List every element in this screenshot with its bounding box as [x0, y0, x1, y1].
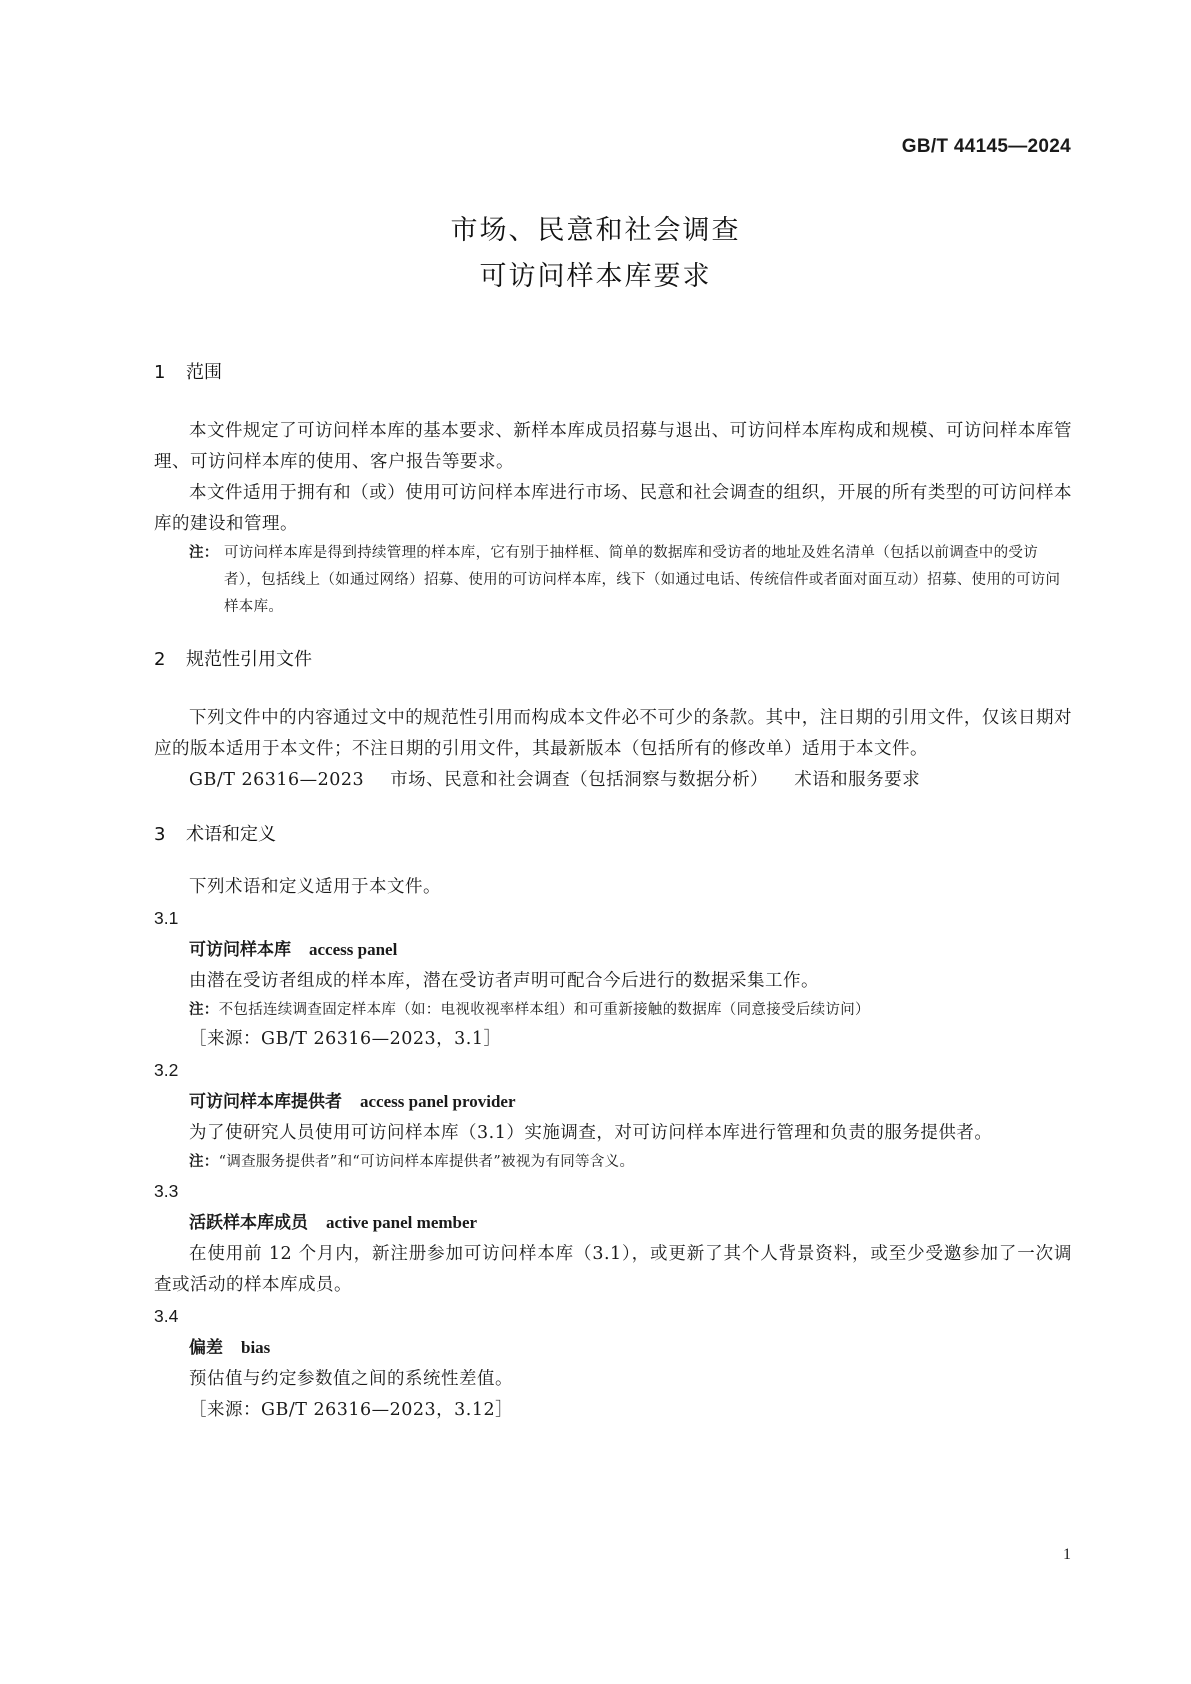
standard-code: GB/T 44145—2024	[901, 136, 1071, 157]
term-chinese: 活跃样本库成员	[189, 1213, 308, 1233]
reference-title-part: 术语和服务要求	[794, 770, 921, 790]
reference-title: 市场、民意和社会调查（包括洞察与数据分析）	[390, 770, 769, 790]
paragraph: 下列文件中的内容通过文中的规范性引用而构成本文件必不可少的条款。其中，注日期的引用文件，仅该日期对应的版本适用于本文件；不注日期的引用文件，其最新版本（包括所有的修改单）适用于本文件。	[154, 708, 1072, 759]
term-definition: 预估值与约定参数值之间的系统性差值。	[189, 1369, 513, 1389]
section-number: 1	[154, 362, 166, 383]
note-text: 不包括连续调查固定样本库（如：电视收视率样本组）和可重新接触的数据库（同意接受后续访问）	[218, 1002, 870, 1018]
term-english: access panel	[309, 940, 398, 959]
document-body	[154, 358, 1072, 1426]
clause-number: 3.4	[154, 1306, 179, 1326]
reference-entry	[154, 765, 1072, 796]
term-english: access panel provider	[360, 1092, 516, 1111]
note	[154, 997, 1072, 1024]
note	[154, 540, 1072, 621]
term-entry	[154, 934, 1072, 966]
note-label: 注：	[189, 1002, 219, 1018]
section-title: 术语和定义	[186, 824, 276, 845]
term-source: ［来源：GB/T 26316—2023，3.12］	[189, 1400, 514, 1420]
note-text: “调查服务提供者”和“可访问样本库提供者”被视为有同等含义。	[218, 1154, 635, 1170]
note-label: 注：	[189, 1154, 219, 1170]
note-text: 可访问样本库是得到持续管理的样本库，它有别于抽样框、简单的数据库和受访者的地址及姓名清单（包括以前调查中的受访者），包括线上（如通过网络）招募、使用的可访问样本库，线下（如通过电话、传统信件或者面对面互动）招募、使用的可访问样本库。	[224, 545, 1061, 615]
reference-code: GB/T 26316—2023	[189, 770, 365, 790]
term-chinese: 可访问样本库	[189, 940, 291, 960]
clause-number: 3.3	[154, 1181, 179, 1201]
term-chinese: 偏差	[189, 1338, 223, 1358]
term-definition: 由潜在受访者组成的样本库，潜在受访者声明可配合今后进行的数据采集工作。	[189, 971, 819, 991]
section-heading-scope	[154, 358, 1072, 384]
term-definition: 在使用前 12 个月内，新注册参加可访问样本库（3.1），或更新了其个人背景资料，或至少受邀参加了一次调查或活动的样本库成员。	[154, 1244, 1072, 1295]
note	[154, 1149, 1072, 1176]
clause-number: 3.1	[154, 908, 179, 928]
term-entry	[154, 1086, 1072, 1118]
term-english: bias	[241, 1338, 271, 1357]
section-heading-normative-references	[154, 645, 1072, 671]
note-label: 注：	[189, 545, 219, 561]
document-title-line2: 可访问样本库要求	[479, 261, 712, 292]
page-number: 1	[1063, 1546, 1071, 1563]
term-source: ［来源：GB/T 26316—2023，3.1］	[189, 1029, 502, 1049]
clause-number: 3.2	[154, 1060, 179, 1080]
term-definition: 为了使研究人员使用可访问样本库（3.1）实施调查，对可访问样本库进行管理和负责的服务提供者。	[189, 1123, 993, 1143]
paragraph: 本文件适用于拥有和（或）使用可访问样本库进行市场、民意和社会调查的组织，开展的所有类型的可访问样本库的建设和管理。	[154, 483, 1072, 534]
section-number: 2	[154, 649, 166, 670]
section-heading-terms	[154, 820, 1072, 846]
document-title-line1: 市场、民意和社会调查	[450, 215, 741, 246]
term-entry	[154, 1207, 1072, 1239]
section-title: 规范性引用文件	[186, 649, 312, 670]
term-chinese: 可访问样本库提供者	[189, 1092, 342, 1112]
section-title: 范围	[186, 362, 222, 383]
section-number: 3	[154, 824, 166, 845]
term-english: active panel member	[326, 1213, 478, 1232]
paragraph: 下列术语和定义适用于本文件。	[189, 877, 441, 897]
paragraph: 本文件规定了可访问样本库的基本要求、新样本库成员招募与退出、可访问样本库构成和规模、可访问样本库管理、可访问样本库的使用、客户报告等要求。	[154, 421, 1072, 472]
term-entry	[154, 1332, 1072, 1364]
